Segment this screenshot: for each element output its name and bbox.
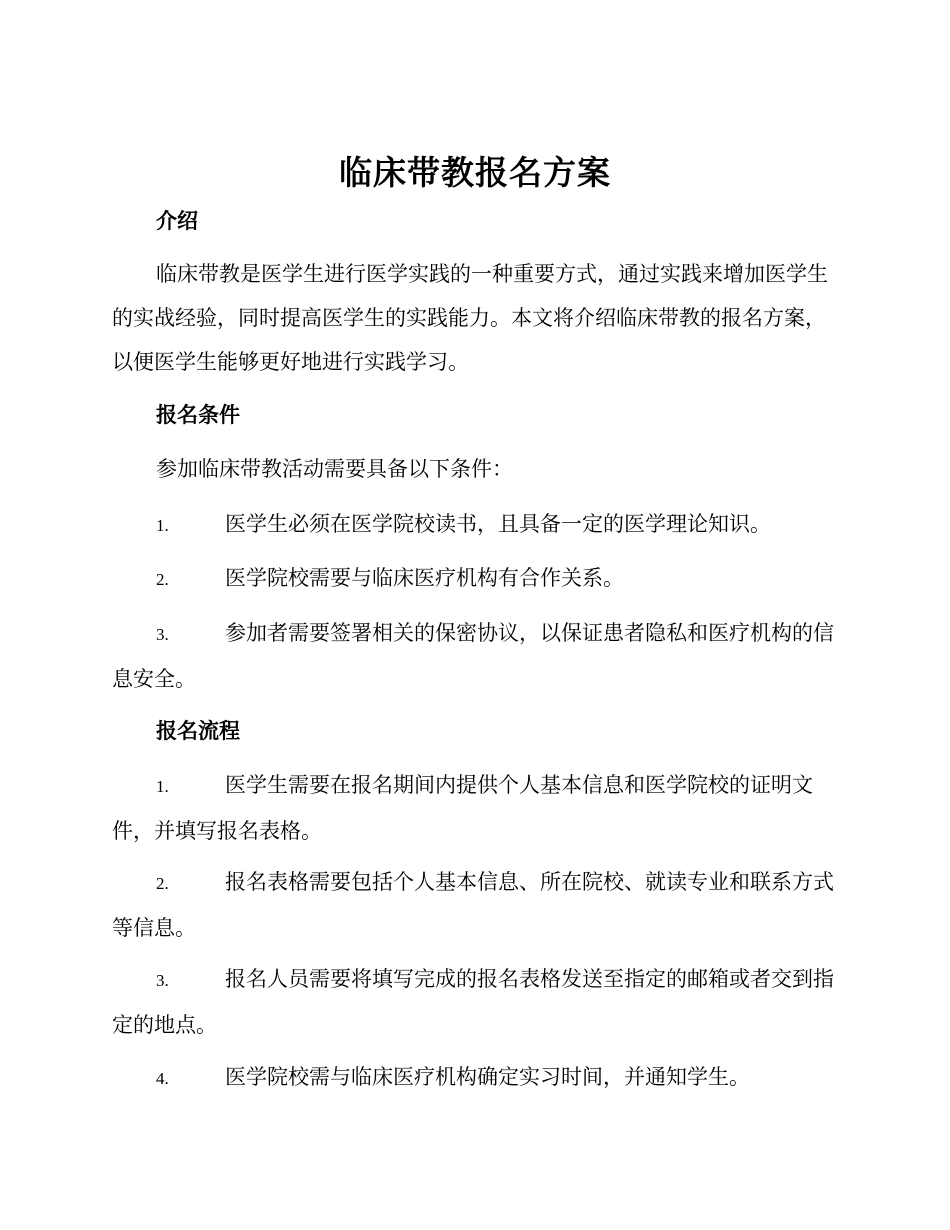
section-heading-intro: 介绍	[156, 209, 198, 233]
list-item-number: 2.	[156, 874, 169, 893]
list-item	[112, 763, 834, 853]
section-heading-conditions: 报名条件	[156, 403, 240, 427]
list-item-text: 医学生必须在医学院校读书，且具备一定的医学理论知识。	[225, 512, 771, 536]
list-item-text: 参加者需要签署相关的保密协议，以保证患者隐私和医疗机构的信息安全。	[112, 621, 834, 691]
list-item-number: 4.	[156, 1069, 169, 1088]
list-item	[112, 957, 834, 1047]
list-item-text: 报名人员需要将填写完成的报名表格发送至指定的邮箱或者交到指定的地点。	[112, 967, 834, 1037]
conditions-lead: 参加临床带教活动需要具备以下条件：	[156, 457, 513, 481]
list-item-number: 1.	[156, 516, 169, 535]
list-item-text: 医学生需要在报名期间内提供个人基本信息和医学院校的证明文件，并填写报名表格。	[112, 773, 813, 843]
list-item	[112, 1055, 834, 1101]
section-heading-process: 报名流程	[156, 719, 240, 743]
list-item-text: 医学院校需要与临床医疗机构有合作关系。	[225, 566, 624, 590]
list-item	[112, 502, 834, 548]
document-title: 临床带教报名方案	[339, 153, 611, 192]
list-item-number: 2.	[156, 570, 169, 589]
list-item	[112, 860, 834, 950]
list-item	[112, 556, 834, 602]
list-item	[112, 611, 834, 701]
intro-paragraph: 临床带教是医学生进行医学实践的一种重要方式，通过实践来增加医学生的实战经验，同时提高医学生的实践能力。本文将介绍临床带教的报名方案，以便医学生能够更好地进行实践学习。	[112, 262, 828, 374]
list-item-number: 3.	[156, 625, 169, 644]
list-item-text: 报名表格需要包括个人基本信息、所在院校、就读专业和联系方式等信息。	[112, 870, 834, 940]
list-item-number: 3.	[156, 971, 169, 990]
list-item-number: 1.	[156, 777, 169, 796]
list-item-text: 医学院校需与临床医疗机构确定实习时间，并通知学生。	[225, 1065, 750, 1089]
